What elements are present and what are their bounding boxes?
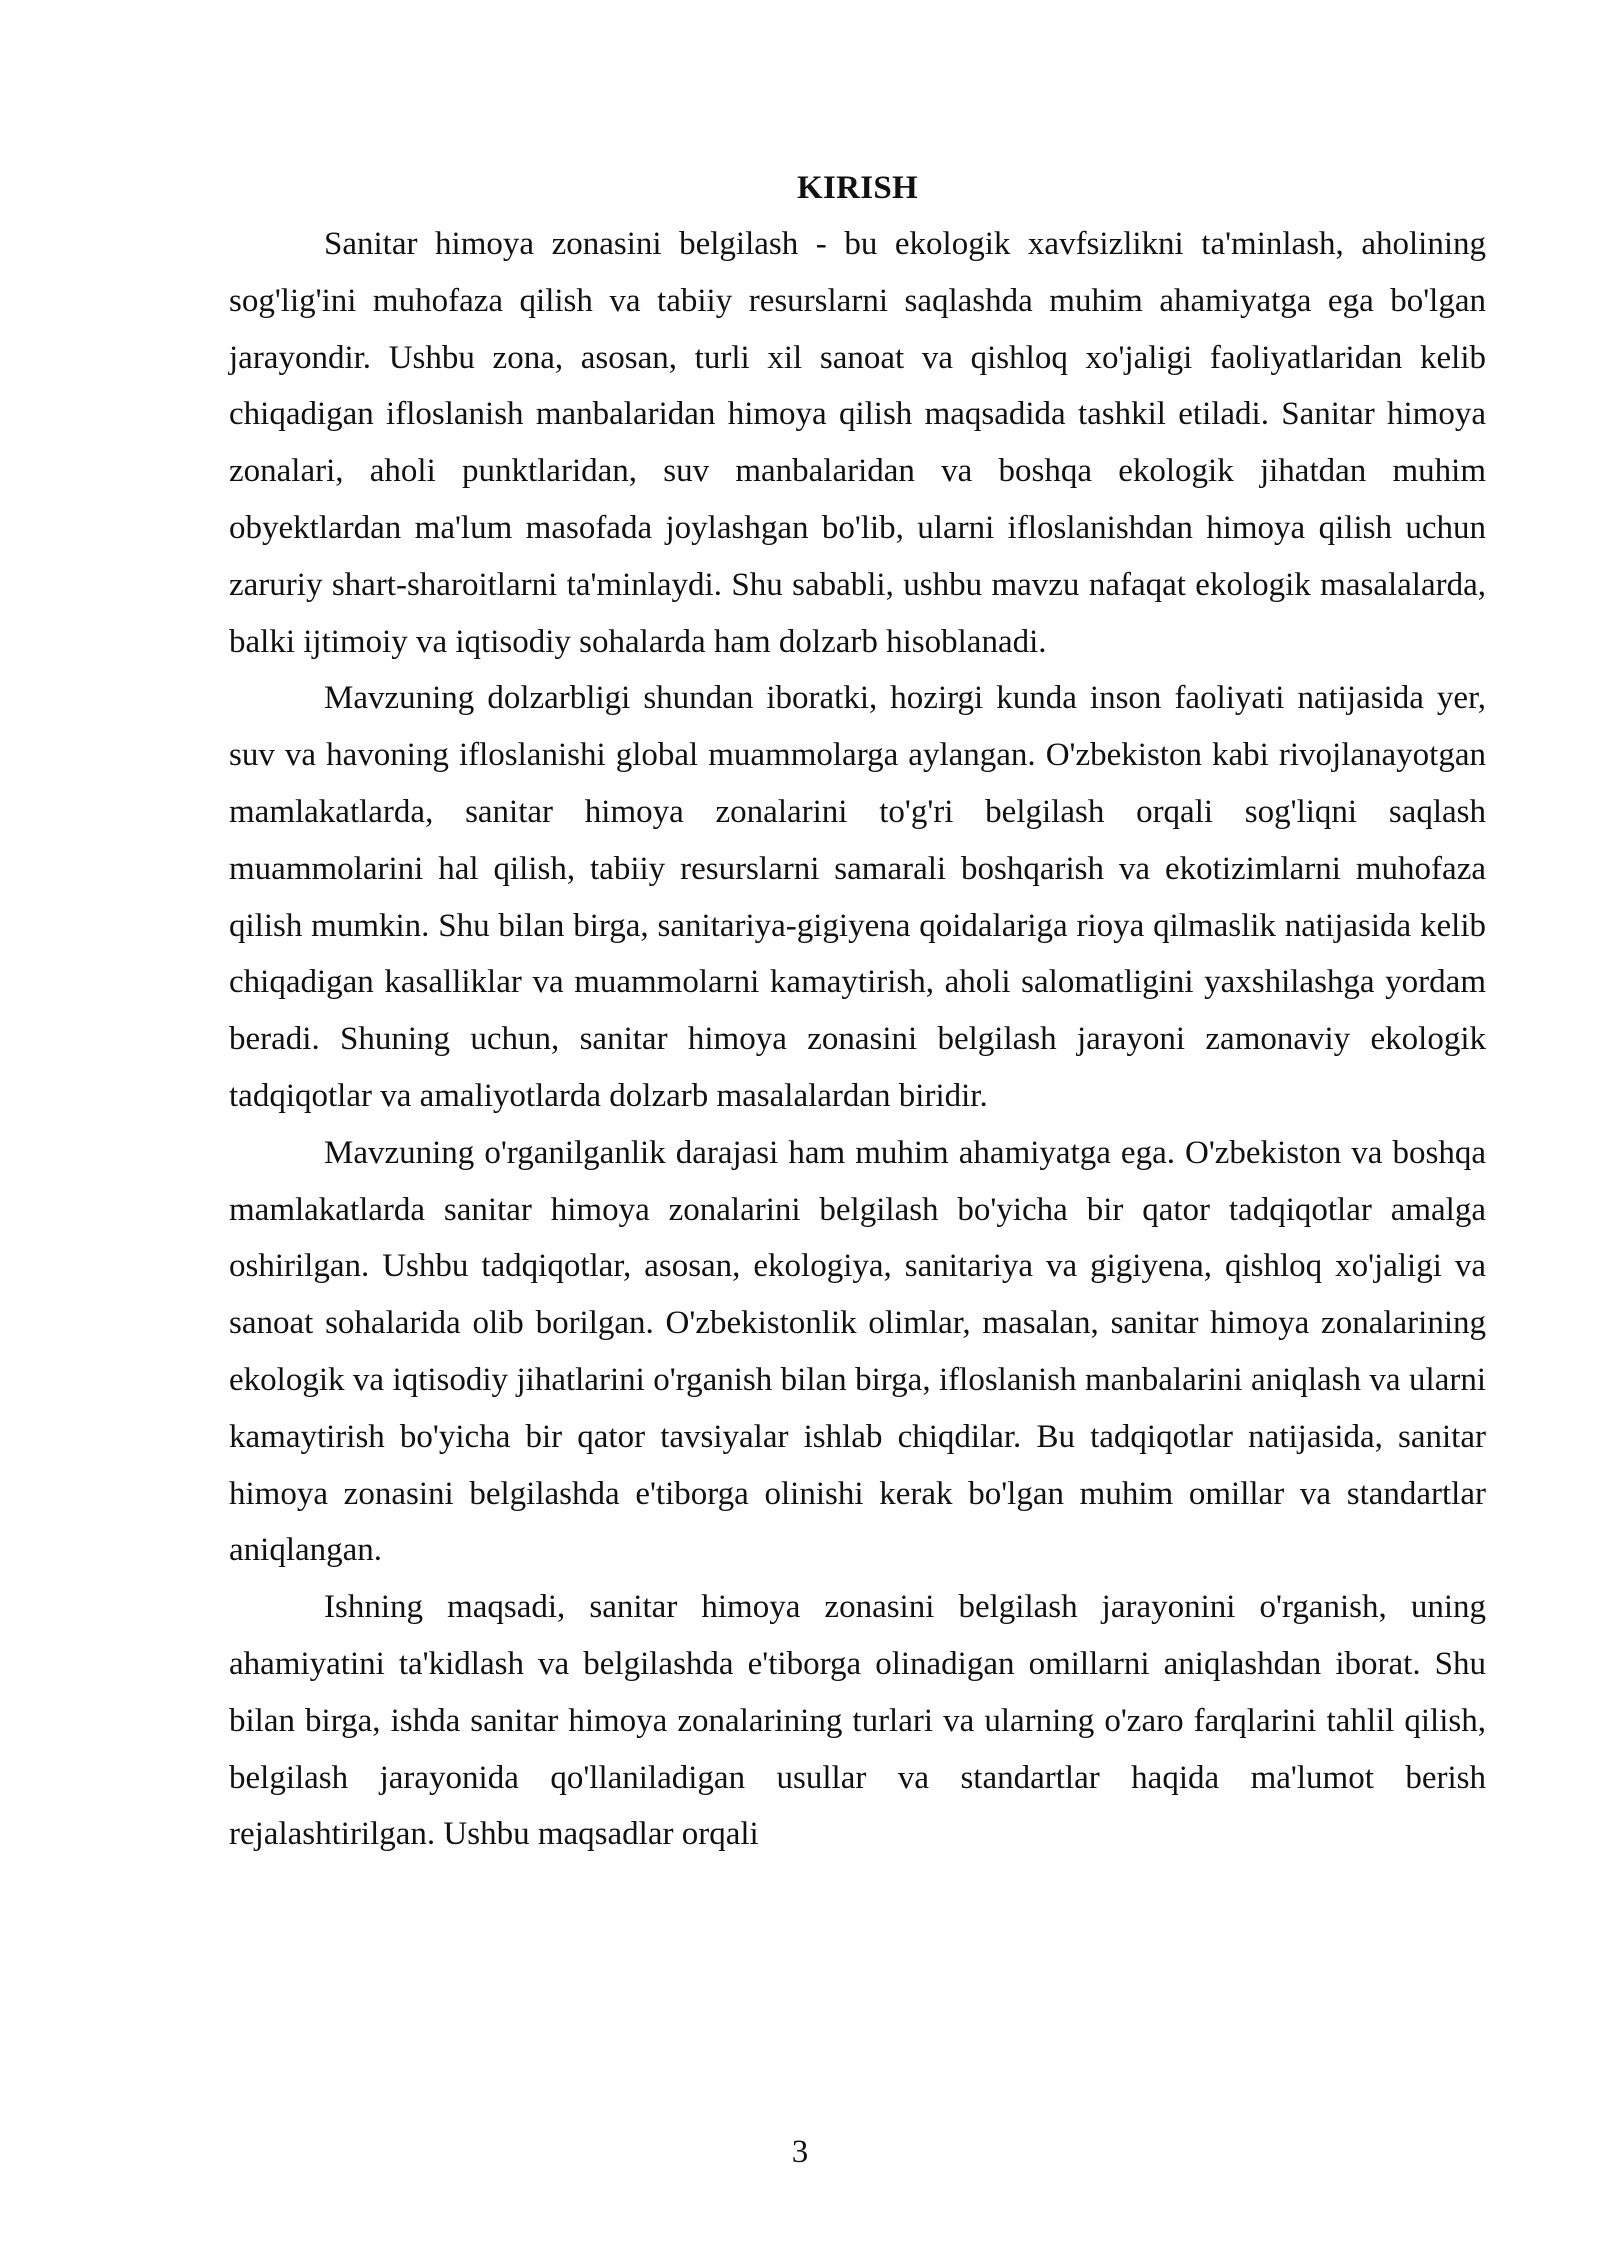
paragraph-relevance-intro: Sanitar himoya zonasini belgilash - bu ekologik xavfsizlikni ta'minlash, aholining sog'lig'ini muhofaza qilish va tabiiy resurslarni saqlashda muhim ahamiyatga ega bo'lgan jarayondir. Ushbu zona, asosan, turli xil sanoat va qishloq xo'jaligi faoliyatlaridan kelib chiqadigan ifloslanish manbalaridan himoya qilish maqsadida tashkil etiladi. Sanitar himoya zonalari, aholi punktlaridan, suv manbalaridan va boshqa ekologik jihatdan muhim obyektlardan ma'lum masofada joylashgan bo'lib, ularni ifloslanishdan himoya qilish uchun zaruriy shart-sharoitlarni ta'minlaydi. Shu sababli, ushbu mavzu nafaqat ekologik masalalarda, balki ijtimoiy va iqtisodiy sohalarda ham dolzarb hisoblanadi. <box>229 226 1486 660</box>
page-number: 3 <box>791 2134 809 2170</box>
page-content <box>229 160 1486 1863</box>
paragraph-topicality: Mavzuning dolzarbligi shundan iboratki, hozirgi kunda inson faoliyati natijasida yer, suv va havoning ifloslanishi global muammolarga aylangan. O'zbekiston kabi rivojlanayotgan mamlakatlarda, sanitar himoya zonalarini to'g'ri belgilash orqali sog'liqni saqlash muammolarini hal qilish, tabiiy resurslarni samarali boshqarish va ekotizimlarni muhofaza qilish mumkin. Shu bilan birga, sanitariya-gigiyena qoidalariga rioya qilmaslik natijasida kelib chiqadigan kasalliklar va muammolarni kamaytirish, aholi salomatligini yaxshilashga yordam beradi. Shuning uchun, sanitar himoya zonasini belgilash jarayoni zamonaviy ekologik tadqiqotlar va amaliyotlarda dolzarb masalalardan biridir. <box>229 680 1486 1114</box>
paragraph-study-level: Mavzuning o'rganilganlik darajasi ham muhim ahamiyatga ega. O'zbekiston va boshqa mamlakatlarda sanitar himoya zonalarini belgilash bo'yicha bir qator tadqiqotlar amalga oshirilgan. Ushbu tadqiqotlar, asosan, ekologiya, sanitariya va gigiyena, qishloq xo'jaligi va sanoat sohalarida olib borilgan. O'zbekistonlik olimlar, masalan, sanitar himoya zonalarining ekologik va iqtisodiy jihatlarini o'rganish bilan birga, ifloslanish manbalarini aniqlash va ularni kamaytirish bo'yicha bir qator tavsiyalar ishlab chiqdilar. Bu tadqiqotlar natijasida, sanitar himoya zonasini belgilashda e'tiborga olinishi kerak bo'lgan muhim omillar va standartlar aniqlangan. <box>229 1134 1486 1569</box>
section-title: KIRISH <box>796 170 918 206</box>
paragraph-goal: Ishning maqsadi, sanitar himoya zonasini belgilash jarayonini o'rganish, uning ahamiyatini ta'kidlash va belgilashda e'tiborga olinadigan omillarni aniqlashdan iborat. Shu bilan birga, ishda sanitar himoya zonalarining turlari va ularning o'zaro farqlarini tahlil qilish, belgilash jarayonida qo'llaniladigan usullar va standartlar haqida ma'lumot berish rejalashtirilgan. Ushbu maqsadlar orqali <box>229 1589 1486 1853</box>
